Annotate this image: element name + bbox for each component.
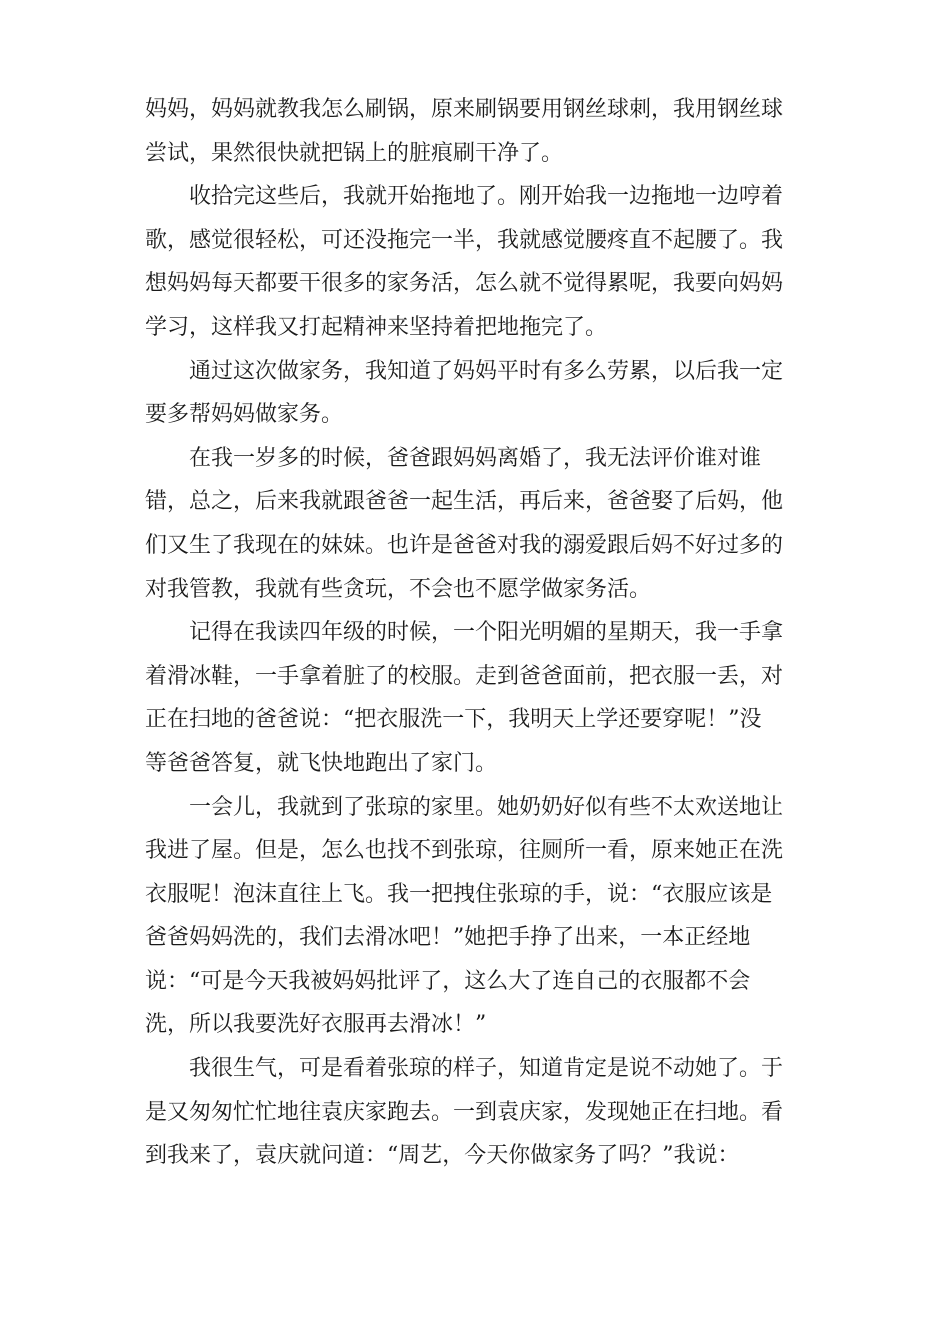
text-line: 正在扫地的爸爸说：“把衣服洗一下，我明天上学还要穿呢！”没 [145,707,762,733]
text-line: 着滑冰鞋，一手拿着脏了的校服。走到爸爸面前，把衣服一丢，对 [145,663,784,689]
text-line: 在我一岁多的时候，爸爸跟妈妈离婚了，我无法评价谁对谁 [189,445,762,471]
text-line: 收拾完这些后，我就开始拖地了。刚开始我一边拖地一边哼着 [189,184,784,210]
text-line: 衣服呢！泡沫直往上飞。我一把拽住张琼的手，说：“衣服应该是 [145,881,773,907]
text-line: 我很生气，可是看着张琼的样子，知道肯定是说不动她了。于 [189,1056,784,1082]
text-line: 们又生了我现在的妹妹。也许是爸爸对我的溺爱跟后妈不好过多的 [145,532,784,558]
text-line: 到我来了，袁庆就问道：“周艺，今天你做家务了吗？”我说： [145,1143,740,1169]
text-line: 爸爸妈妈洗的，我们去滑冰吧！”她把手挣了出来，一本正经地 [145,925,751,951]
text-line: 等爸爸答复，就飞快地跑出了家门。 [145,750,498,776]
text-line: 一会儿，我就到了张琼的家里。她奶奶好似有些不太欢送地让 [189,794,784,820]
text-line: 我进了屋。但是，怎么也找不到张琼，往厕所一看，原来她正在洗 [145,838,784,864]
text-line: 说：“可是今天我被妈妈批评了，这么大了连自己的衣服都不会 [145,968,751,994]
text-line: 想妈妈每天都要干很多的家务活，怎么就不觉得累呢，我要向妈妈 [145,271,784,297]
text-line: 错，总之，后来我就跟爸爸一起生活，再后来，爸爸娶了后妈，他 [145,489,784,515]
text-line: 妈妈，妈妈就教我怎么刷锅，原来刷锅要用钢丝球刺，我用钢丝球 [145,97,784,122]
text-line: 是又匆匆忙忙地往袁庆家跑去。一到袁庆家，发现她正在扫地。看 [145,1099,784,1125]
text-line: 记得在我读四年级的时候，一个阳光明媚的星期天，我一手拿 [189,620,784,646]
text-line: 对我管教，我就有些贪玩，不会也不愿学做家务活。 [145,576,652,602]
text-line: 要多帮妈妈做家务。 [145,402,344,428]
text-line: 通过这次做家务，我知道了妈妈平时有多么劳累，以后我一定 [189,358,784,384]
body-text [145,88,805,1178]
text-line: 洗，所以我要洗好衣服再去滑冰！” [145,1012,487,1038]
text-line: 学习，这样我又打起精神来坚持着把地拖完了。 [145,314,608,340]
text-line: 尝试，果然很快就把锅上的脏痕刷干净了。 [145,140,564,166]
text-line: 歌，感觉很轻松，可还没拖完一半，我就感觉腰疼直不起腰了。我 [145,227,784,253]
